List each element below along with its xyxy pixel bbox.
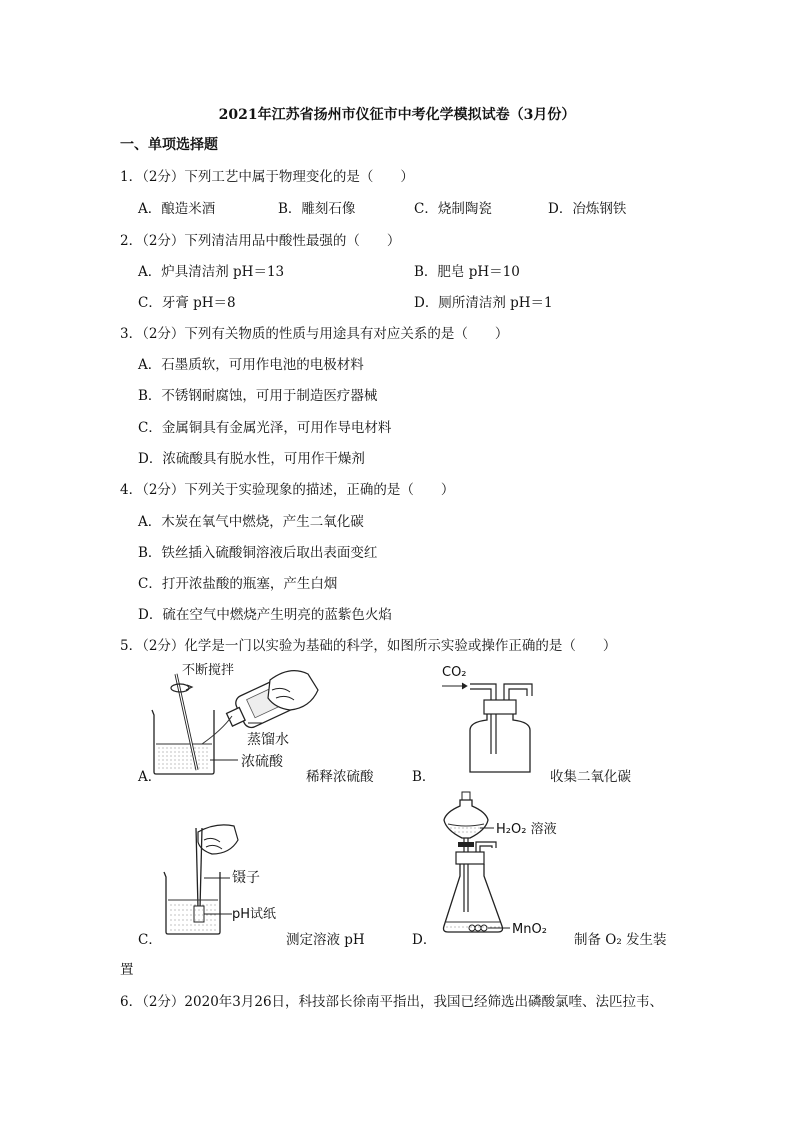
question-5-stem: 5．（2分）化学是一门以实验为基础的科学，如图所示实验或操作正确的是（ ） bbox=[120, 638, 617, 654]
q2-option-b: B．肥皂 pH＝10 bbox=[414, 264, 520, 280]
q1-option-b: B．雕刻石像 bbox=[278, 201, 356, 217]
q4-option-d: D．硫在空气中燃烧产生明亮的蓝紫色火焰 bbox=[138, 607, 392, 623]
question-6-stem: 6．（2分）2020年3月26日，科技部长徐南平指出，我国已经筛选出磷酸氯喹、法匹拉韦、 bbox=[120, 994, 664, 1010]
question-2-stem: 2．（2分）下列清洁用品中酸性最强的（ ） bbox=[120, 233, 401, 249]
q5-caption-a: 稀释浓硫酸 bbox=[306, 769, 374, 785]
q3-option-b: B．不锈钢耐腐蚀，可用于制造医疗器械 bbox=[138, 388, 378, 404]
figure-c-ph-test bbox=[160, 820, 300, 938]
q5-option-b: B． bbox=[412, 769, 436, 785]
q4-option-a: A．木炭在氧气中燃烧，产生二氧化碳 bbox=[138, 514, 364, 530]
label-mno2: MnO₂ bbox=[512, 922, 547, 937]
q2-option-a: A．炉具清洁剂 pH＝13 bbox=[138, 264, 285, 280]
q5-caption-d-continued: 置 bbox=[120, 962, 134, 978]
q2-option-d: D．厕所清洁剂 pH＝1 bbox=[414, 295, 553, 311]
q5-option-a: A． bbox=[138, 769, 162, 785]
q1-option-a: A．酿造米酒 bbox=[138, 201, 216, 217]
question-3-stem: 3．（2分）下列有关物质的性质与用途具有对应关系的是（ ） bbox=[120, 326, 509, 342]
q5-caption-d: 制备 O₂ 发生装 bbox=[574, 932, 667, 948]
q4-option-c: C．打开浓盐酸的瓶塞，产生白烟 bbox=[138, 576, 338, 592]
q5-option-d: D． bbox=[412, 932, 437, 948]
figure-d-o2-generator bbox=[440, 790, 580, 940]
label-co2: CO₂ bbox=[442, 665, 467, 680]
label-distilled-water: 蒸馏水 bbox=[247, 732, 289, 748]
q4-option-b: B．铁丝插入硫酸铜溶液后取出表面变红 bbox=[138, 545, 378, 561]
label-conc-acid: 浓硫酸 bbox=[241, 754, 283, 770]
q3-option-d: D．浓硫酸具有脱水性，可用作干燥剂 bbox=[138, 451, 365, 467]
q1-option-d: D．冶炼钢铁 bbox=[548, 201, 627, 217]
q5-option-c: C． bbox=[138, 932, 162, 948]
figure-b-gas-collection bbox=[440, 662, 550, 777]
q5-caption-b: 收集二氧化碳 bbox=[550, 769, 631, 785]
label-tweezers: 镊子 bbox=[232, 870, 260, 886]
paper-title: 2021年江苏省扬州市仪征市中考化学模拟试卷（3月份） bbox=[218, 107, 576, 123]
q3-option-c: C．金属铜具有金属光泽，可用作导电材料 bbox=[138, 420, 392, 436]
q5-caption-c: 测定溶液 pH bbox=[286, 932, 365, 948]
section-heading: 一、单项选择题 bbox=[120, 137, 218, 153]
label-ph-paper: pH试纸 bbox=[232, 907, 277, 922]
label-stirring: 不断搅拌 bbox=[182, 663, 235, 678]
question-1-stem: 1．（2分）下列工艺中属于物理变化的是（ ） bbox=[120, 169, 414, 185]
q3-option-a: A．石墨质软，可用作电池的电极材料 bbox=[138, 357, 364, 373]
q2-option-c: C．牙膏 pH＝8 bbox=[138, 295, 236, 311]
q1-option-c: C．烧制陶瓷 bbox=[414, 201, 492, 217]
question-4-stem: 4．（2分）下列关于实验现象的描述，正确的是（ ） bbox=[120, 482, 455, 498]
label-h2o2: H₂O₂ 溶液 bbox=[496, 822, 557, 837]
